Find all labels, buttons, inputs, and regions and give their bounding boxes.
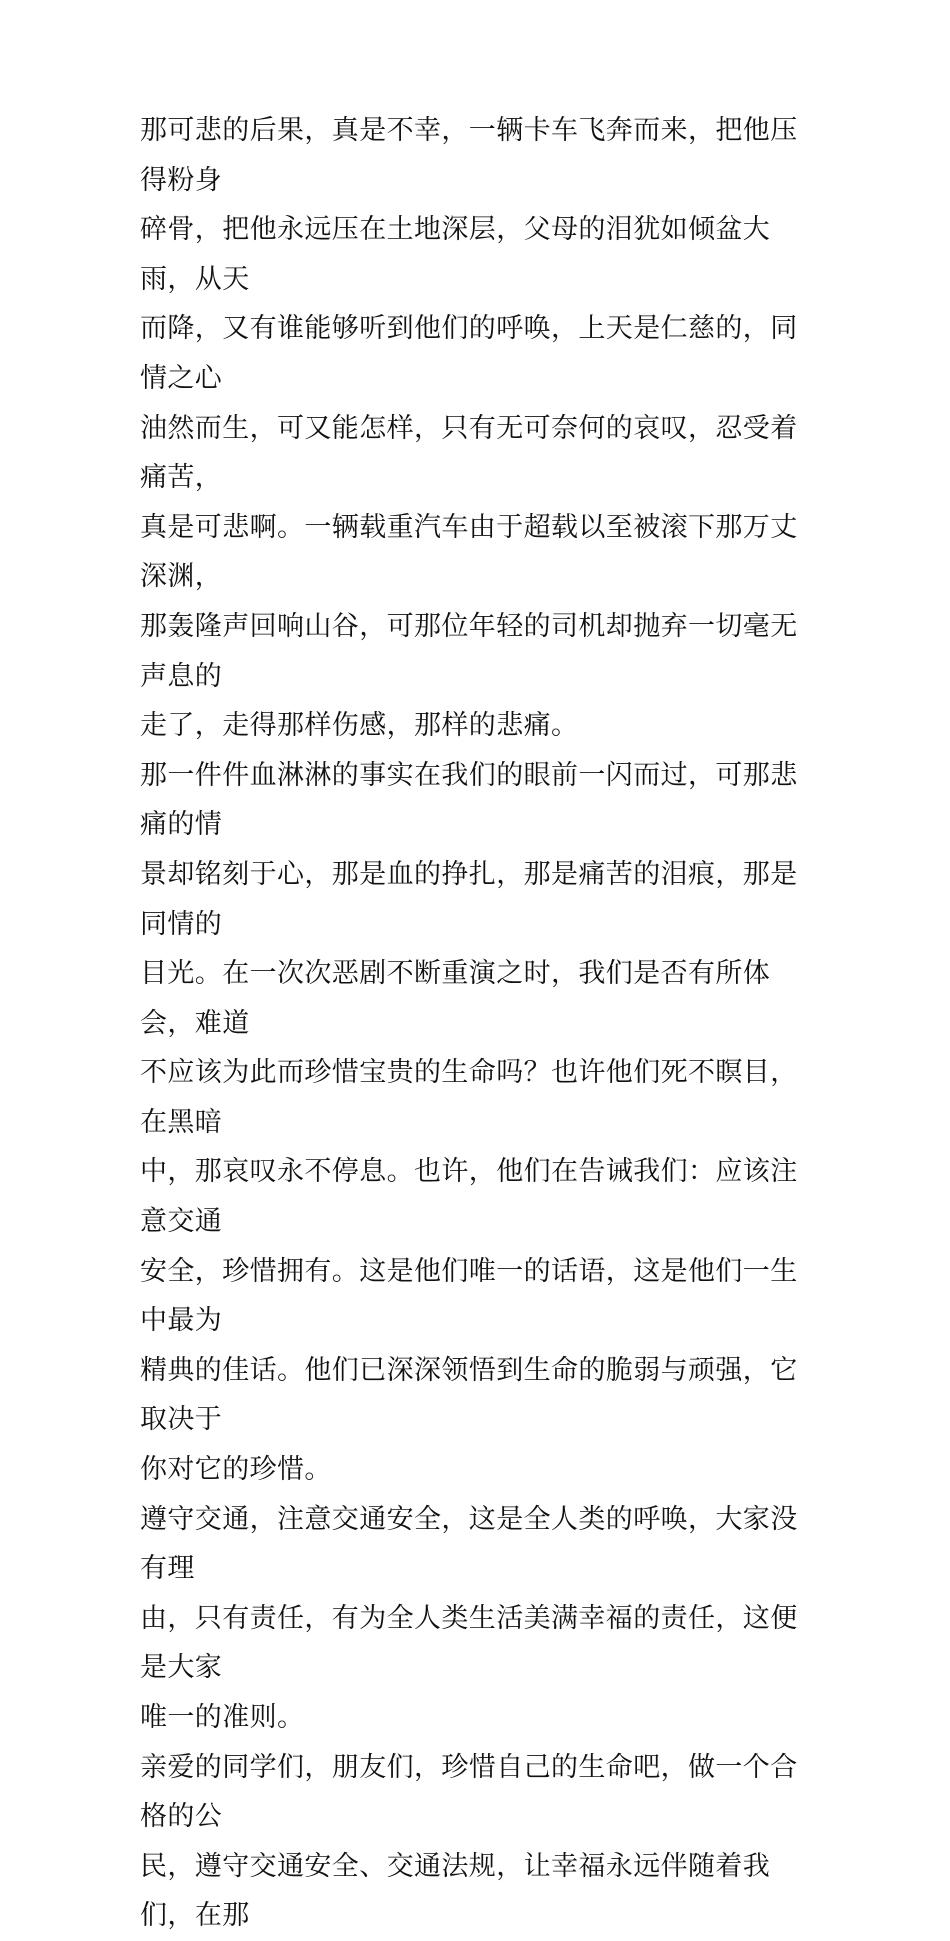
paragraph-2: 那一件件血淋淋的事实在我们的眼前一闪而过，可那悲痛的情 景却铭刻于心，那是血的挣扎，那是痛苦的泪痕，那是同情的 目光。在一次次恶剧不断重演之时，我们是否有所体会，难道 不应该为此而珍惜宝贵的生命吗？也许他们死不瞑目，在黑暗 中，那哀叹永不停息。也许，他们在告诫我们：应该注意交通 安全，珍惜拥有。这是他们唯一的话语，这是他们一生中最为 精典的佳话。他们已深深领悟到生命的脆弱与顽强，它取决于 你对它的珍惜。: [140, 759, 798, 1486]
paragraph-3: 遵守交通，注意交通安全，这是全人类的呼唤，大家没有理 由，只有责任，有为全人类生活美满幸福的责任，这便是大家 唯一的准则。: [140, 1503, 798, 1733]
paragraph-4: 亲爱的同学们，朋友们，珍惜自己的生命吧，做一个合格的公 民，遵守交通安全、交通法规，让幸福永远伴随着我们，在那: [140, 1751, 798, 1932]
paragraph-1: 那可悲的后果，真是不幸，一辆卡车飞奔而来，把他压得粉身 碎骨，把他永远压在土地深层，父母的泪犹如倾盆大雨，从天 而降，又有谁能够听到他们的呼唤，上天是仁慈的，同情之心 油然而生，可又能怎样，只有无可奈何的哀叹，忍受着痛苦， 真是可悲啊。一辆载重汽车由于超载以至被滚下那万丈深渊， 那轰隆声回响山谷，可那位年轻的司机却抛弃一切毫无声息的 走了，走得那样伤感，那样的悲痛。: [140, 115, 798, 742]
document-body: [140, 106, 820, 1941]
